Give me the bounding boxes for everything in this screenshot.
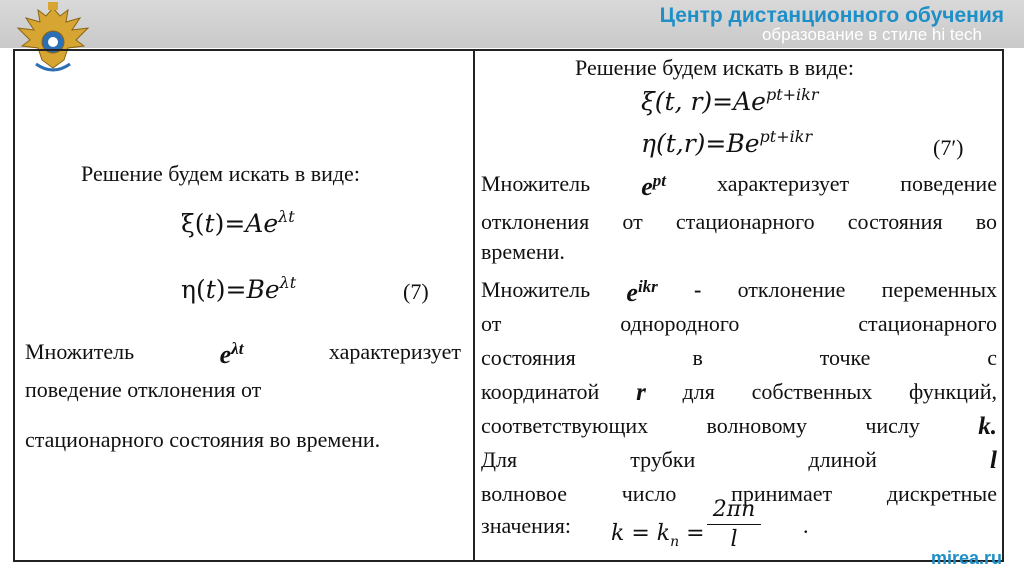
eq-part: )= <box>215 275 247 304</box>
left-equation-xi <box>181 207 295 238</box>
word: дискретные <box>886 481 997 506</box>
word: Для <box>481 447 518 472</box>
right-equation-eta <box>641 127 812 158</box>
right-p2-line8: значения: <box>481 513 571 538</box>
word: стационарного <box>858 311 997 336</box>
exp-power: λt <box>231 339 244 358</box>
exp-power: pt <box>652 171 666 190</box>
formula-period: . <box>803 513 809 538</box>
left-equation-number: (7) <box>403 279 429 304</box>
left-column <box>15 51 473 560</box>
word: от <box>622 209 643 234</box>
word: волновое <box>481 481 567 506</box>
dash: - <box>694 277 702 302</box>
word: переменных <box>881 277 997 302</box>
eq-exponent: λt <box>278 207 295 226</box>
word: длиной <box>808 447 877 472</box>
brand-title: Центр дистанционного обучения <box>659 4 1004 27</box>
exp-base: e <box>626 278 638 307</box>
content-table <box>13 49 1004 562</box>
formula-subscript: n <box>670 534 680 550</box>
wavenumber-fraction <box>707 497 761 552</box>
right-heading: Решение будем искать в виде: <box>575 55 854 80</box>
word: координатой <box>481 379 600 404</box>
word: точке <box>819 345 871 370</box>
right-p2-line5 <box>481 413 997 441</box>
variable-k: k. <box>978 413 997 440</box>
eq-exponent: pt+ikr <box>759 127 813 146</box>
formula-equals: = <box>686 521 705 546</box>
word: собственных <box>751 379 873 404</box>
word: характеризует <box>328 339 461 364</box>
exp-power: ikr <box>637 277 658 296</box>
right-p2-line4 <box>481 379 997 407</box>
right-p1-line2 <box>481 209 997 235</box>
word: числу <box>865 413 920 438</box>
word: характеризует <box>717 171 850 196</box>
word: состояния <box>847 209 943 234</box>
word: отклонения <box>481 209 590 234</box>
word: от <box>481 311 502 336</box>
left-heading: Решение будем искать в виде: <box>81 161 360 186</box>
eq-var: t <box>204 209 215 238</box>
formula-text: k = k <box>611 521 671 546</box>
word: принимает <box>731 481 833 506</box>
word: отклонение <box>737 277 846 302</box>
eq-coef: Be <box>246 275 280 304</box>
eq-body: η(t,r)=Be <box>641 129 760 158</box>
multiplier-exponential <box>641 171 666 202</box>
left-paragraph-line2: поведение отклонения от <box>25 377 262 402</box>
right-column <box>475 51 1004 560</box>
eq-coef: Ae <box>245 209 279 238</box>
left-paragraph-line1 <box>25 339 461 370</box>
multiplier-exponential <box>220 339 244 370</box>
right-equation-number: (7′) <box>933 135 964 160</box>
fraction-bar <box>707 524 761 525</box>
left-paragraph-line3: стационарного состояния во времени. <box>25 427 381 452</box>
exp-base: e <box>641 172 653 201</box>
footer-site-link[interactable]: mirea.ru <box>930 548 1002 568</box>
wavenumber-formula-lhs <box>611 521 705 550</box>
word: стационарного <box>675 209 815 234</box>
word: однородного <box>620 311 740 336</box>
word: поведение <box>900 171 997 196</box>
right-p2-line2 <box>481 311 997 337</box>
variable-l: l <box>990 447 997 474</box>
right-equation-xi <box>641 85 819 116</box>
word: с <box>987 345 997 370</box>
fraction-denominator: l <box>730 527 738 552</box>
word: трубки <box>630 447 696 472</box>
brand-subtitle: образование в стиле hi tech <box>761 25 982 44</box>
word: соответствующих <box>481 413 649 438</box>
fraction-numerator: 2πn <box>712 497 756 522</box>
word: Множитель <box>481 277 591 302</box>
left-equation-eta <box>181 273 296 304</box>
eq-exponent: λt <box>279 273 297 292</box>
word: Множитель <box>481 171 591 196</box>
eq-var: t <box>205 275 216 304</box>
multiplier-exponential <box>626 277 657 308</box>
right-p1-line3: времени. <box>481 239 565 264</box>
eq-part: η( <box>181 275 206 304</box>
word: Множитель <box>25 339 135 364</box>
word: состояния <box>481 345 576 370</box>
eq-exponent: pt+ikr <box>765 85 819 104</box>
right-p2-line6 <box>481 447 997 475</box>
right-p2-line1 <box>481 277 997 308</box>
eq-body: ξ(t, r)=Ae <box>641 87 766 116</box>
variable-r: r <box>636 379 646 406</box>
word: число <box>621 481 677 506</box>
word: волновому <box>706 413 807 438</box>
right-p2-line3 <box>481 345 997 371</box>
word: во <box>975 209 997 234</box>
eq-part: ξ( <box>181 209 205 238</box>
word: для <box>682 379 715 404</box>
right-p1-line1 <box>481 171 997 202</box>
word: в <box>692 345 703 370</box>
exp-base: e <box>219 340 232 369</box>
eq-part: )= <box>214 209 246 238</box>
word: функций, <box>909 379 997 404</box>
